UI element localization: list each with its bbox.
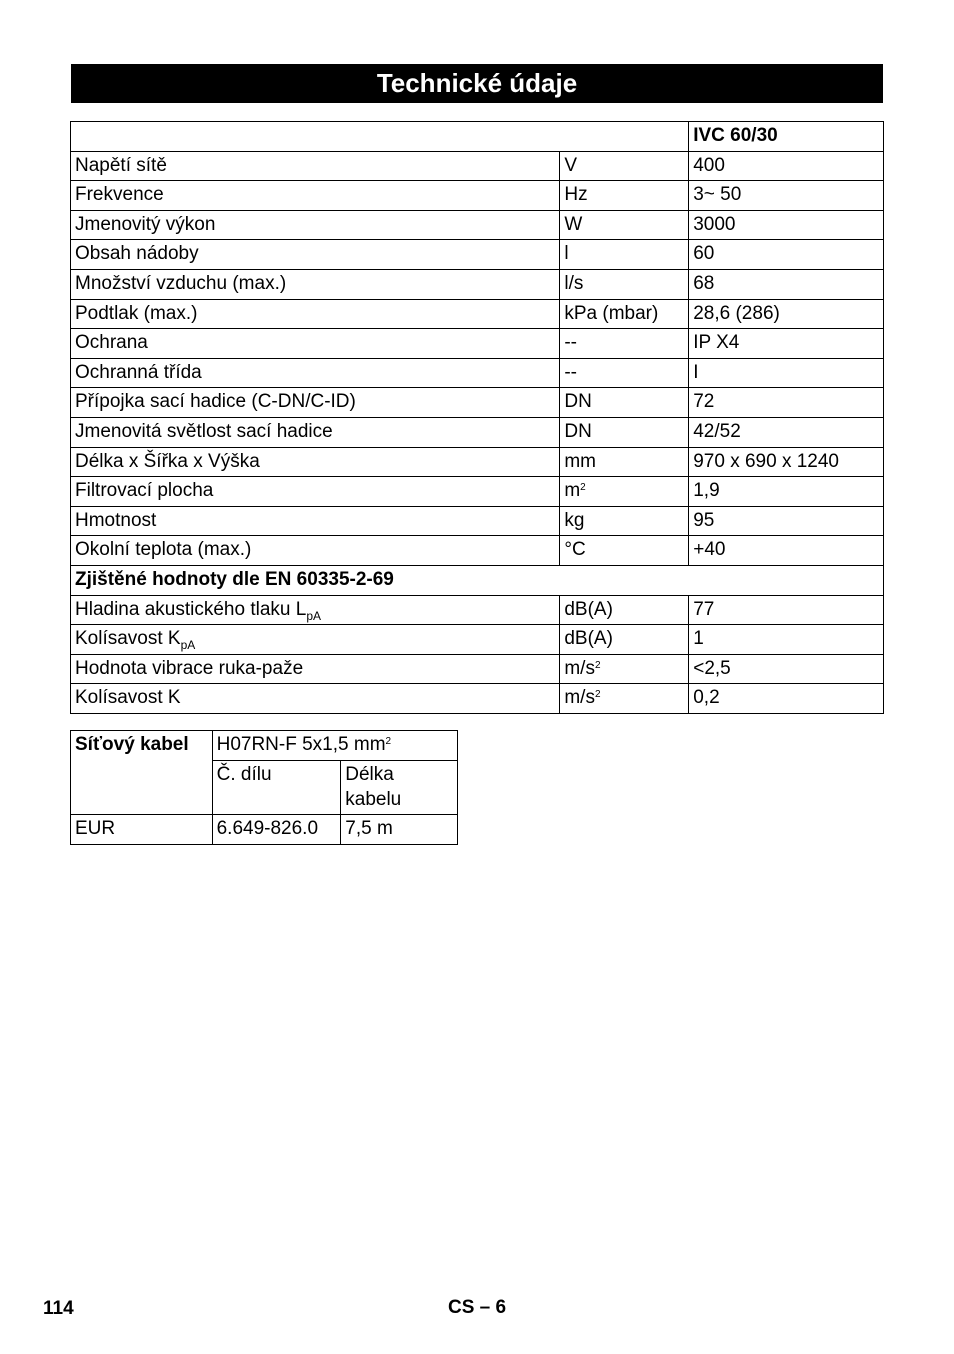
spec-unit-text: Hz [564,184,588,206]
spec-value-text: 3000 [693,213,736,235]
spec-unit-sup: 2 [594,689,601,701]
spec-value-text: 970 x 690 x 1240 [693,450,840,472]
spec-value [689,299,884,329]
spec-label [71,210,560,240]
spec-value [689,447,884,477]
table-row [71,151,884,181]
spec-value-text: 60 [693,243,715,265]
spec-unit [560,240,689,270]
spec-label-text: Ochrana [75,332,148,354]
table-row [71,536,884,566]
spec-value-text: <2,5 [693,657,731,679]
spec-unit [560,269,689,299]
spec-unit [560,181,689,211]
spec-value [689,654,884,684]
spec-unit [560,536,689,566]
page-number: 114 [43,1298,74,1319]
spec-label [71,684,560,714]
spec-label [71,417,560,447]
table-row [71,240,884,270]
spec-label [71,595,560,625]
table-row [71,299,884,329]
spec-unit [560,654,689,684]
cable-label: Síťový kabel [71,731,213,815]
table-row [71,625,884,655]
spec-unit-text: kg [564,509,585,531]
table-row [71,210,884,240]
table-row [71,654,884,684]
spec-label-text: Délka x Šířka x Výška [75,450,260,472]
spec-unit-text: °C [564,539,586,561]
table-row [71,388,884,418]
table-row [71,329,884,359]
spec-label [71,181,560,211]
spec-label-text: Podtlak (max.) [75,302,198,324]
spec-label [71,329,560,359]
spec-unit-text: m/s [564,687,595,709]
length-header: Délka kabelu [341,761,458,815]
spec-value [689,388,884,418]
part-header: Č. dílu [212,761,341,815]
spec-value-text: 0,2 [693,687,720,709]
cable-type-sup: 2 [385,736,392,747]
spec-label [71,299,560,329]
table-row [71,506,884,536]
spec-value-text: I [693,361,699,383]
spec-label-text: Frekvence [75,184,164,206]
spec-unit [560,506,689,536]
spec-value [689,477,884,507]
spec-unit-text: DN [564,391,592,413]
table-row [71,358,884,388]
spec-value [689,595,884,625]
spec-label-text: Hladina akustického tlaku L [75,598,307,620]
spec-label [71,536,560,566]
spec-value [689,210,884,240]
spec-value [689,684,884,714]
cable-length: 7,5 m [341,815,458,845]
spec-value [689,240,884,270]
cable-region: EUR [71,815,213,845]
spec-label-text: Množství vzduchu (max.) [75,272,287,294]
spec-unit-text: l/s [564,272,584,294]
spec-value [689,151,884,181]
spec-unit [560,684,689,714]
table-row [71,595,884,625]
spec-value [689,269,884,299]
spec-label [71,654,560,684]
spec-label-sub: pA [180,638,196,653]
spec-value-text: IP X4 [693,332,740,354]
table-row [71,417,884,447]
spec-label-text: Hmotnost [75,509,157,531]
spec-value-text: 400 [693,154,725,176]
spec-label-text: Ochranná třída [75,361,202,383]
spec-value-text: 28,6 (286) [693,302,780,324]
spec-value-text: 95 [693,509,715,531]
cable-row-type [71,731,458,761]
spec-unit [560,595,689,625]
cable-part-no: 6.649-826.0 [212,815,341,845]
spec-label-text: Filtrovací plocha [75,480,214,502]
spec-unit-text: dB(A) [564,628,613,650]
spec-unit-text: W [564,213,583,235]
spec-unit [560,388,689,418]
spec-label-text: Jmenovitý výkon [75,213,216,235]
model-header: IVC 60/30 [689,122,884,152]
cable-row-values [71,815,458,845]
spec-label [71,477,560,507]
spec-label [71,447,560,477]
spec-value-text: +40 [693,539,726,561]
cable-type [212,731,457,761]
spec-unit-text: kPa (mbar) [564,302,659,324]
spec-value [689,358,884,388]
spec-label-text: Kolísavost K [75,628,181,650]
spec-unit-sup: 2 [580,482,586,494]
page-title: Technické údaje [71,64,883,103]
spec-value [689,506,884,536]
spec-unit [560,329,689,359]
spec-value-text: 68 [693,272,715,294]
spec-label-text: Hodnota vibrace ruka-paže [75,657,304,679]
spec-value-text: 1,9 [693,480,720,502]
spec-label [71,358,560,388]
spec-unit-text: -- [564,361,577,383]
spec-value-text: 42/52 [693,420,741,442]
spec-unit [560,358,689,388]
spec-label [71,269,560,299]
spec-value-text: 72 [693,391,715,413]
spec-unit-text: mm [564,450,596,472]
spec-label [71,151,560,181]
table-row [71,477,884,507]
footer-section: CS – 6 [448,1297,507,1318]
spec-label-sub: pA [306,608,321,623]
spec-value-text: 77 [693,598,715,620]
spec-unit-text: m [564,480,581,502]
spec-label-text: Napětí sítě [75,154,167,176]
spec-label-text: Kolísavost K [75,687,181,709]
spec-label [71,506,560,536]
spec-value [689,181,884,211]
table-row [71,269,884,299]
spec-unit [560,417,689,447]
cable-table [70,730,458,845]
specs-table [70,121,884,714]
spec-label [71,388,560,418]
table-row [71,684,884,714]
table-row [71,181,884,211]
spec-value [689,329,884,359]
spec-unit-text: dB(A) [564,598,613,620]
spec-unit [560,447,689,477]
spec-value-text: 3~ 50 [693,184,742,206]
spec-label [71,240,560,270]
table-row [71,447,884,477]
spec-label-text: Jmenovitá světlost sací hadice [75,420,333,442]
section-heading: Zjištěné hodnoty dle EN 60335-2-69 [71,565,884,595]
spec-unit [560,210,689,240]
spec-value [689,625,884,655]
spec-unit-text: m/s [564,657,595,679]
spec-unit-text: V [564,154,578,176]
spec-label-text: Okolní teplota (max.) [75,539,252,561]
cable-type-text: H07RN-F 5x1,5 mm [216,734,386,755]
spec-label-text: Přípojka sací hadice (C-DN/C-ID) [75,391,356,413]
spec-unit-text: l [564,243,569,265]
spec-unit [560,625,689,655]
spec-unit-text: DN [564,420,592,442]
spec-unit [560,299,689,329]
spec-unit [560,477,689,507]
section-row [71,565,884,595]
header-empty-cell [71,122,689,152]
spec-label-text: Obsah nádoby [75,243,199,265]
spec-unit-sup: 2 [594,659,601,671]
spec-value-text: 1 [693,628,704,650]
spec-unit [560,151,689,181]
spec-unit-text: -- [564,332,577,354]
spec-value [689,536,884,566]
specs-header-row [71,122,884,152]
spec-label [71,625,560,655]
spec-value [689,417,884,447]
